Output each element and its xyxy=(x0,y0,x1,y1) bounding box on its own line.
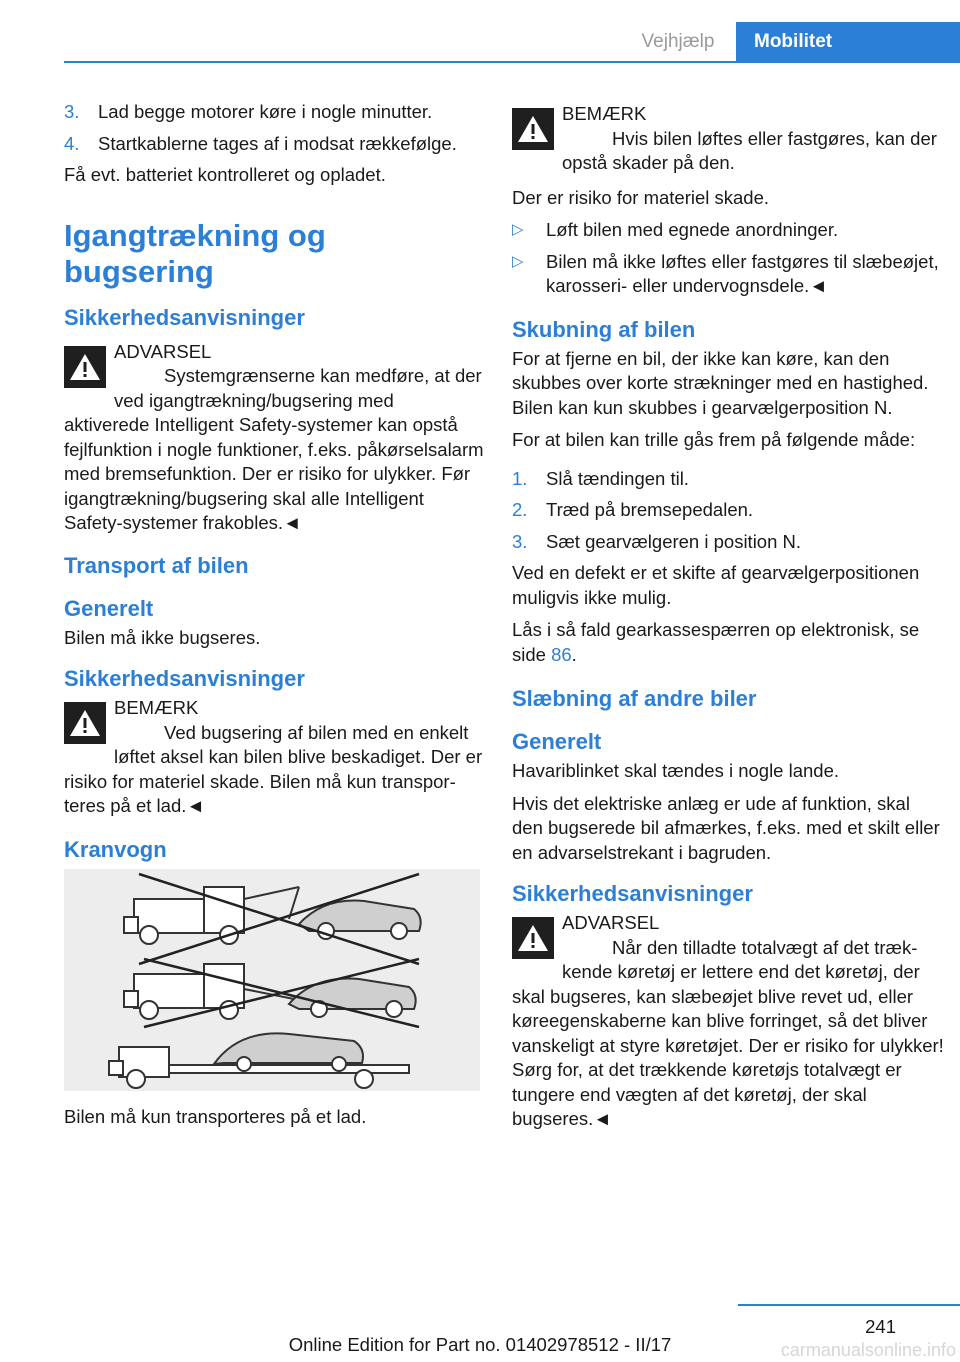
tow-truck-illustration xyxy=(64,869,480,1091)
step-number: 1. xyxy=(512,467,528,489)
warning-triangle-icon xyxy=(64,346,106,388)
warning-text: Når den tilladte totalvægt af det trækkende køretøj er lettere end det køretøj, der skal bugseres, kan slæbeøjet blive revet ud, eller køreegenskaberne kan blive forringet, så det bliver vanskeligt at styre køretøjet. Der er risiko for ulykker! Sørg for, at det trækkende køretøjs totalvægt er tungere end vægten af det køretøj, der skal bugseres.◄ xyxy=(512,936,944,1129)
tab-mobilitet[interactable]: Mobilitet xyxy=(736,22,960,62)
step-text: Slå tændingen til. xyxy=(546,467,689,489)
push-text: For at fjerne en bil, der ikke kan køre, kan den skubbes over korte strækninger med en hastighed. Bilen kan kun skubbes i gearvælgerposition N. xyxy=(512,347,929,418)
list-text: Startkablerne tages af i modsat rækkefølge. xyxy=(98,132,457,154)
bullet-item xyxy=(512,250,944,299)
hazard-text: Havariblinket skal tændes i nogle lande. xyxy=(512,760,840,781)
step-item xyxy=(512,498,944,523)
release-text-before: Lås i så fald gearkassespærren op elektronisk, se side xyxy=(512,619,920,665)
notice-text: Hvis bilen løftes eller fastgøres, kan der opstå skader på den. xyxy=(562,127,937,173)
bullet-text: Bilen må ikke løftes eller fastgøres til slæbeøjet, karosseri- eller undervognsdele.◄ xyxy=(546,250,939,296)
bullet-text: Løft bilen med egnede anordninger. xyxy=(546,219,839,240)
warning-triangle-icon xyxy=(64,702,106,744)
general-text: Bilen må ikke bugseres. xyxy=(64,626,261,648)
tab-vejhjaelp[interactable]: Vejhjælp xyxy=(620,22,736,62)
risk-text: Der er risiko for materiel skade. xyxy=(512,186,770,208)
roll-text: For at bilen kan trille gås frem på følgende måde: xyxy=(512,429,916,450)
release-text-after: . xyxy=(571,643,577,665)
step-item xyxy=(512,530,944,555)
notice-label: BEMÆRK xyxy=(114,697,199,718)
heading-push: Skubning af bilen xyxy=(512,316,696,342)
notice-label: BEMÆRK xyxy=(562,103,647,124)
list-item xyxy=(64,100,484,125)
step-number: 2. xyxy=(512,499,528,520)
list-number: 3. xyxy=(64,101,80,122)
release-text xyxy=(512,618,944,667)
heading-general: Generelt xyxy=(64,595,154,621)
heading-crane: Kranvogn xyxy=(64,836,167,862)
warning-block xyxy=(512,911,944,1132)
battery-note: Få evt. batteriet kontrolleret og opladet. xyxy=(64,164,386,185)
left-column xyxy=(64,100,484,1129)
electrical-text: Hvis det elektriske anlæg er ude af funktion, skal den bugserede bil afmærkes, f.eks. med et skilt eller en advarselstrekant i bagruden. xyxy=(512,792,940,863)
warning-triangle-icon xyxy=(512,108,554,150)
footer-rule xyxy=(738,1304,960,1306)
warning-label: ADVARSEL xyxy=(562,912,660,933)
page-number: 241 xyxy=(865,1316,896,1337)
watermark: carmanualsonline.info xyxy=(780,1340,956,1360)
heading-transport: Transport af bilen xyxy=(64,552,249,578)
step-number: 3. xyxy=(512,530,528,552)
warning-triangle-icon xyxy=(512,917,554,959)
bullet-arrow-icon: ▷ xyxy=(512,221,524,238)
heading-safety-sub: Sikkerhedsanvisninger xyxy=(64,666,305,691)
defect-text: Ved en defekt er et skifte af gearvælgerpositionen muligvis ikke mulig. xyxy=(512,562,920,608)
warning-text: Systemgrænserne kan medføre, at der ved igangtrækning/bugsering med aktiverede Intelligent Safety-systemer kan opstå fejlfunktion i nogle funktioner, f.eks. påkørselsalarm med bremsefunktion. Der er risiko for ulykker. Før igangtrækning/bugsering skal alle Intelligent Safety-systemer frakobles.◄ xyxy=(64,365,484,533)
header-rule xyxy=(64,61,960,63)
notice-text: Ved bugsering af bilen med en enkelt løftet aksel kan bilen blive beskadiget. Der er risiko for materiel skade. Bilen må kun transporteres på et lad.◄ xyxy=(64,721,483,816)
heading-towing: Igangtrækning og bugsering xyxy=(64,217,326,289)
bullet-item xyxy=(512,218,944,243)
heading-tow-others: Slæbning af andre biler xyxy=(512,686,757,711)
notice-block xyxy=(64,696,484,819)
list-number: 4. xyxy=(64,132,80,154)
list-text: Lad begge motorer køre i nogle minutter. xyxy=(98,101,433,122)
step-item xyxy=(512,467,944,492)
right-column xyxy=(512,100,944,1142)
warning-label: ADVARSEL xyxy=(114,340,212,362)
step-text: Træd på bremsepedalen. xyxy=(546,499,754,520)
page-ref-link[interactable]: 86 xyxy=(551,643,572,665)
list-item xyxy=(64,132,484,157)
figure-caption: Bilen må kun transporteres på et lad. xyxy=(64,1105,367,1127)
edition-footer: Online Edition for Part no. 01402978512 - II/17 xyxy=(288,1334,672,1355)
notice-block xyxy=(512,102,944,176)
bullet-arrow-icon: ▷ xyxy=(512,252,524,270)
warning-block xyxy=(64,340,484,536)
heading-safety-sub: Sikkerhedsanvisninger xyxy=(512,881,753,906)
heading-safety: Sikkerhedsanvisninger xyxy=(64,304,305,330)
heading-general: Generelt xyxy=(512,729,602,754)
step-text: Sæt gearvælgeren i position N. xyxy=(546,530,802,552)
